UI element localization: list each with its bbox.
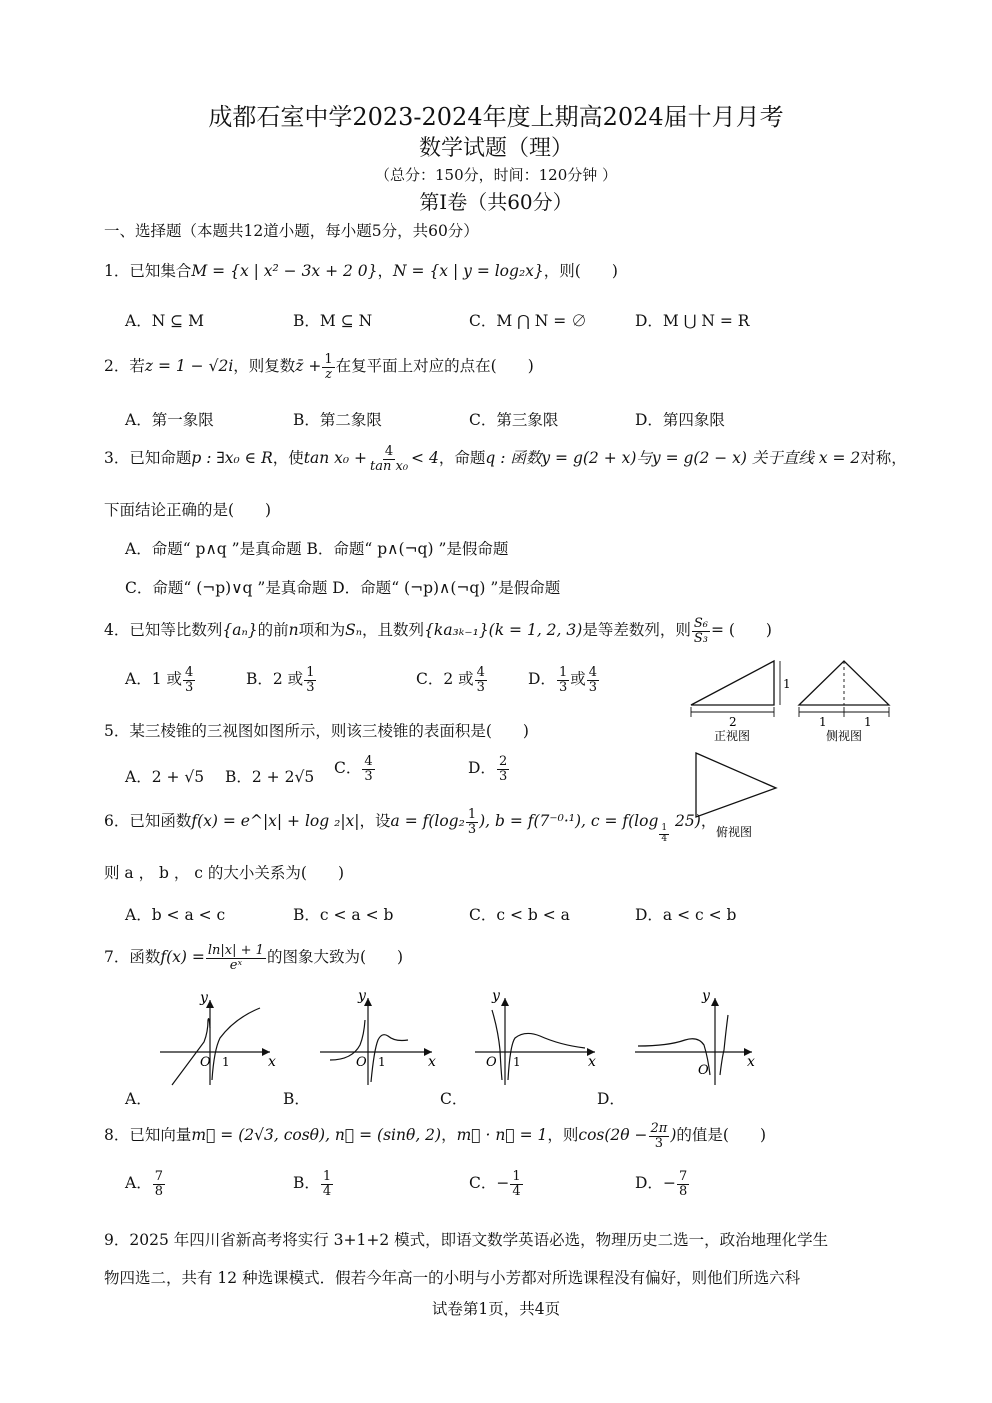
q2-option-d[interactable]: D．第四象限: [635, 411, 725, 429]
q8-option-d[interactable]: [635, 1170, 690, 1198]
question-5: 5．某三棱锥的三视图如图所示，则该三棱锥的表面积是( ): [104, 722, 529, 740]
q5-option-a[interactable]: A．2 + √5: [125, 768, 205, 786]
q4-c-num: 4: [476, 665, 485, 680]
q8-option-c[interactable]: [469, 1170, 524, 1198]
q3-tan: tan x₀ +: [303, 449, 368, 468]
q6-line2: 则 a ， b ， c 的大小关系为( ): [104, 864, 345, 882]
q8-frac-den: 3: [654, 1135, 664, 1151]
q3-frac-den: tan x₀: [370, 458, 409, 474]
q8-frac-num: 2π: [650, 1121, 668, 1136]
q8-option-a[interactable]: [125, 1170, 166, 1198]
q4-b-num: 1: [306, 665, 315, 680]
q1-set-m: M = {x | x² − 3x + 2 0}: [191, 262, 378, 280]
question-2: [104, 353, 534, 381]
q6-stem-c: ，: [700, 812, 717, 831]
graph-b-y: y: [358, 990, 366, 1004]
page-footer: 试卷第1页，共4页: [431, 1300, 561, 1318]
q3-line2: 下面结论正确的是( ): [104, 501, 272, 519]
front-view-shape: [691, 661, 774, 705]
q3-fraction: [368, 445, 410, 473]
q4-fraction: [692, 617, 710, 645]
question-4: [104, 617, 772, 645]
q8-a-num: 7: [154, 1169, 163, 1184]
q5-option-d[interactable]: [468, 755, 510, 783]
q8-b-den: 4: [322, 1183, 332, 1199]
q4-c-den: 3: [476, 679, 485, 695]
q4-option-a[interactable]: [125, 666, 196, 694]
q8-c-num: 1: [512, 1169, 521, 1184]
q4-stem-f: = ( ): [710, 621, 772, 640]
q3-q-def: q : 函数y = g(2 + x)与y = g(2 − x) 关于直线 x = 2: [485, 449, 861, 468]
q7-option-c[interactable]: C．: [440, 1090, 468, 1108]
q6-a-num: 1: [467, 807, 477, 822]
q8-a-label: A．: [125, 1174, 152, 1193]
q4-stem-e: 是等差数列，则: [582, 621, 691, 640]
q7-frac-num: ln|x| + 1: [207, 943, 264, 958]
side-view-caption: 侧视图: [826, 729, 863, 743]
q1-sep: ，: [377, 262, 394, 280]
graph-a-origin: O: [200, 1055, 211, 1070]
q2-expr: z̄ +: [295, 357, 322, 376]
side-right-label: 1: [864, 715, 872, 729]
q6-f-def: f(x) = e^|x| + log ₂|x|: [191, 812, 360, 831]
graph-d-y: y: [702, 990, 710, 1004]
front-view-caption: 正视图: [714, 729, 751, 743]
subject-title: 数学试题（理）: [418, 136, 573, 161]
q6-rest2: 25): [670, 812, 701, 831]
q2-stem-c: 在复平面上对应的点在( ): [335, 357, 534, 376]
graph-c-y: y: [492, 990, 500, 1004]
q3-stem-d: 对称，: [860, 449, 907, 468]
q4-d-num: 1: [558, 665, 568, 680]
q8-stem-b: ，则: [547, 1126, 579, 1145]
q4-a-den: 3: [184, 679, 194, 695]
q4-a-num: 4: [184, 665, 194, 680]
q6-option-c[interactable]: C．c < b < a: [469, 906, 570, 924]
q5-c-label: C．: [334, 759, 362, 778]
q7-option-b[interactable]: B．: [283, 1090, 310, 1108]
front-height-label: 1: [783, 677, 791, 691]
q6-base-den: 4: [661, 833, 668, 844]
q6-option-a[interactable]: A．b < a < c: [125, 906, 226, 924]
q1-option-b[interactable]: B．M ⊆ N: [293, 312, 373, 330]
q4-option-d[interactable]: [528, 666, 600, 694]
top-view-caption: 俯视图: [716, 825, 753, 839]
q6-a-den: 3: [467, 821, 477, 837]
q8-cos-close: ): [670, 1126, 677, 1145]
q8-b-label: B．: [293, 1174, 320, 1193]
question-9-line1: 9．2025 年四川省新高考将实行 3+1+2 模式，即语文数学英语必选，物理历史二选一，政治地理化学生: [104, 1231, 829, 1249]
side-left-label: 1: [819, 715, 827, 729]
q5-d-label: D．: [468, 759, 496, 778]
q6-base-num: 1: [661, 823, 668, 834]
q8-c-sign: −: [496, 1174, 510, 1193]
q4-frac-num: S₆: [693, 616, 708, 631]
graph-b-origin: O: [356, 1055, 367, 1070]
q8-vectors: m⃗ = (2√3, cosθ), n⃗ = (sinθ, 2): [191, 1126, 442, 1145]
q7-option-a[interactable]: A．: [125, 1090, 152, 1108]
q6-option-b[interactable]: B．c < a < b: [293, 906, 394, 924]
q2-option-b[interactable]: B．第二象限: [293, 411, 382, 429]
q7-frac-den: eˣ: [229, 957, 243, 973]
question-8: [104, 1122, 766, 1150]
three-views-diagram: [686, 655, 896, 840]
q4-c-label: C．2 或: [416, 670, 474, 689]
q4-option-c[interactable]: [416, 666, 488, 694]
q4-sn: Sₙ: [345, 621, 363, 640]
graph-c[interactable]: [475, 990, 596, 1085]
q8-d-den: 8: [678, 1183, 688, 1199]
q2-stem: 2．若: [104, 357, 145, 376]
q8-sep: ，: [441, 1126, 457, 1145]
q8-stem-c: 的值是( ): [676, 1126, 767, 1145]
graph-d-origin: O: [698, 1063, 709, 1078]
q6-a-def: a = f(log₂: [390, 812, 465, 831]
q5-option-b[interactable]: B．2 + 2√5: [225, 768, 315, 786]
q3-options-ab[interactable]: A．命题“ p∧q ”是真命题 B．命题“ p∧(¬q) ”是假命题: [125, 540, 509, 558]
graph-b-x: x: [428, 1054, 436, 1070]
q8-b-num: 1: [322, 1169, 332, 1184]
q4-seq: {ka₃ₖ₋₁}(k = 1, 2, 3): [424, 621, 583, 640]
q2-option-a[interactable]: A．第一象限: [125, 411, 214, 429]
q8-c-den: 4: [512, 1183, 521, 1199]
q1-option-d[interactable]: D．M ⋃ N = R: [635, 312, 750, 330]
graph-a-x: x: [268, 1054, 276, 1070]
q4-frac-den: S₃: [693, 630, 708, 646]
q4-a-label: A．1 或: [125, 670, 182, 689]
q5-c-den: 3: [364, 768, 373, 784]
q4-stem-d: ，且数列: [362, 621, 425, 640]
q7-f-lhs: f(x) =: [160, 948, 205, 967]
q4-n: n: [288, 621, 299, 640]
graph-b[interactable]: [320, 990, 436, 1085]
graph-c-one: 1: [513, 1055, 521, 1069]
q1-option-a[interactable]: A．N ⊆ M: [125, 312, 204, 330]
q2-z-def: z = 1 − √2i: [144, 357, 234, 376]
q3-stem-b: ，使: [272, 449, 304, 468]
q4-d-mid: 或: [570, 670, 586, 689]
q3-p-def: p : ∃x₀ ∈ R: [191, 449, 273, 468]
question-1: [104, 259, 618, 281]
question-3: [104, 445, 907, 473]
graph-c-x: x: [588, 1054, 596, 1070]
q8-d-sign: −: [662, 1174, 676, 1193]
q1-set-n: N = {x | y = log₂x}: [393, 262, 544, 280]
q4-stem: 4．已知等比数列: [104, 621, 223, 640]
q4-d-den2: 3: [588, 679, 598, 695]
q3-frac-num: 4: [384, 444, 394, 459]
q2-frac-num: 1: [324, 352, 333, 367]
q8-stem: 8．已知向量: [104, 1126, 192, 1145]
q2-frac-den: z: [325, 366, 332, 382]
q6-option-d[interactable]: D．a < c < b: [635, 906, 737, 924]
q2-stem-b: ，则复数: [233, 357, 296, 376]
q4-d-num2: 4: [588, 665, 598, 680]
q6-rest: ), b = f(7⁻⁰·¹), c = f(log: [479, 812, 659, 831]
q6-stem: 6．已知函数: [104, 812, 192, 831]
question-9-line2: 物四选二，共有 12 种选课模式．假若今年高一的小明与小芳都对所选课程没有偏好，则他们所选六科: [104, 1269, 801, 1287]
graph-a-y: y: [200, 990, 208, 1006]
q5-d-den: 3: [498, 768, 508, 784]
q5-d-num: 2: [498, 754, 508, 769]
q4-d-den: 3: [558, 679, 568, 695]
q8-c-label: C．: [469, 1174, 497, 1193]
graph-c-origin: O: [486, 1055, 497, 1070]
graph-a[interactable]: [160, 990, 276, 1085]
q6-stem-b: ，设: [359, 812, 391, 831]
q2-option-c[interactable]: C．第三象限: [469, 411, 559, 429]
question-6: [104, 808, 716, 844]
question-7: [104, 944, 403, 972]
q4-stem-b: 的前: [257, 621, 289, 640]
q2-fraction: [322, 353, 334, 381]
q4-b-label: B．2 或: [246, 670, 304, 689]
q1-option-c[interactable]: C．M ⋂ N = ∅: [469, 312, 587, 330]
q4-b-den: 3: [306, 679, 315, 695]
q4-an: {aₙ}: [222, 621, 258, 640]
graph-d-x: x: [747, 1054, 755, 1070]
q7-option-d[interactable]: D．: [597, 1090, 625, 1108]
q8-d-label: D．: [635, 1174, 663, 1193]
q8-option-b[interactable]: [293, 1170, 334, 1198]
q4-option-b[interactable]: [246, 666, 317, 694]
q8-dot: m⃗ · n⃗ = 1: [456, 1126, 548, 1145]
graph-a-one: 1: [222, 1055, 230, 1069]
exam-meta: （总分：150分，时间：120分钟 ）: [374, 166, 618, 184]
q5-option-c[interactable]: [334, 755, 376, 783]
q3-options-cd[interactable]: C．命题“ (¬p)∨q ”是真命题 D．命题“ (¬p)∧(¬q) ”是假命题: [125, 579, 561, 597]
q1-stem: 1．已知集合: [104, 262, 192, 280]
section-heading: 一、选择题（本题共12道小题，每小题5分，共60分）: [104, 222, 479, 240]
graph-d[interactable]: [635, 990, 755, 1085]
q3-ineq: < 4: [411, 449, 439, 468]
q8-a-den: 8: [154, 1183, 163, 1199]
q1-stem-end: ，则( ): [543, 262, 618, 280]
q7-stem-b: 的图象大致为( ): [266, 948, 404, 967]
q8-cos: cos(2θ −: [578, 1126, 648, 1145]
q4-stem-c: 项和为: [298, 621, 346, 640]
front-width-label: 2: [729, 715, 737, 729]
q4-d-label: D．: [528, 670, 556, 689]
q7-graphs: [120, 990, 770, 1090]
q5-c-num: 4: [364, 754, 373, 769]
q7-stem: 7．函数: [104, 948, 161, 967]
exam-title: 成都石室中学2023-2024年度上期高2024届十月月考: [208, 103, 784, 131]
volume-title: 第Ⅰ卷（共60分）: [419, 190, 573, 214]
graph-b-one: 1: [378, 1055, 386, 1069]
q3-stem-c: ，命题: [438, 449, 486, 468]
q8-d-num: 7: [678, 1169, 688, 1184]
q3-stem: 3．已知命题: [104, 449, 192, 468]
